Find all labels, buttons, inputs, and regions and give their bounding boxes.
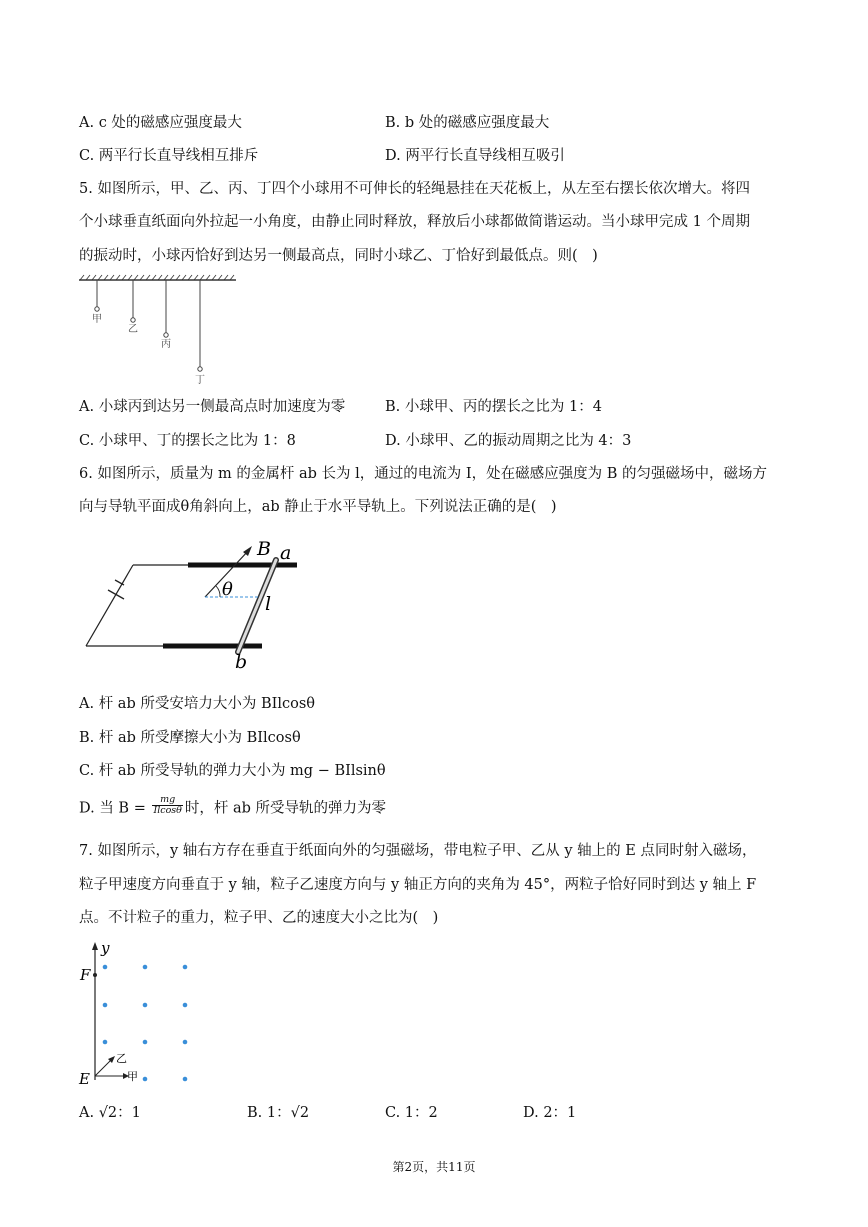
q5-stem-line1: 5. 如图所示，甲、乙、丙、丁四个小球用不可伸长的轻绳悬挂在天花板上，从左至右摆长依次增大。将四 bbox=[79, 181, 750, 197]
q5-label-ding: 丁 bbox=[195, 375, 205, 386]
q5-stem-line3: 的振动时，小球丙恰好到达另一侧最高点，同时小球乙、丁恰好到最低点。则( ) bbox=[79, 248, 598, 264]
q6-label-B: B bbox=[257, 538, 271, 560]
q7-stem-line1: 7. 如图所示，y 轴右方存在垂直于纸面向外的匀强磁场，带电粒子甲、乙从 y 轴上的 E 点同时射入磁场， bbox=[79, 843, 757, 859]
q7-stem-line2: 粒子甲速度方向垂直于 y 轴，粒子乙速度方向与 y 轴正方向的夹角为 45°，两粒子恰好同时到达 y 轴上 F bbox=[79, 877, 757, 893]
q6-option-a: A. 杆 ab 所受安培力大小为 BIlcosθ bbox=[79, 696, 315, 712]
q6-label-b: b bbox=[235, 651, 248, 673]
q5-option-b: B. 小球甲、丙的摆长之比为 1：4 bbox=[385, 399, 602, 415]
q5-option-a: A. 小球丙到达另一侧最高点时加速度为零 bbox=[79, 399, 346, 415]
q6-option-d-suffix: 时，杆 ab 所受导轨的弹力为零 bbox=[184, 800, 387, 817]
q7-option-b: B. 1：√2 bbox=[247, 1105, 310, 1121]
q4-option-a: A. c 处的磁感应强度最大 bbox=[79, 115, 242, 131]
q7-option-d: D. 2：1 bbox=[523, 1105, 577, 1121]
q4-option-c: C. 两平行长直导线相互排斥 bbox=[79, 148, 259, 164]
q7-label-yi: 乙 bbox=[116, 1052, 127, 1065]
q6-label-theta: θ bbox=[222, 579, 233, 600]
q7-label-E: E bbox=[79, 1070, 90, 1088]
q6-option-c: C. 杆 ab 所受导轨的弹力大小为 mg − BIlsinθ bbox=[79, 763, 386, 779]
q6-label-l: l bbox=[265, 593, 272, 615]
q7-label-jia: 甲 bbox=[127, 1070, 138, 1083]
q7-label-y: y bbox=[101, 939, 110, 957]
q5-label-bing: 丙 bbox=[161, 339, 171, 350]
q6-label-a: a bbox=[280, 542, 292, 564]
q6-option-d-prefix: D. 当 B = bbox=[79, 800, 146, 817]
q7-stem-line3: 点。不计粒子的重力，粒子甲、乙的速度大小之比为( ) bbox=[79, 910, 439, 926]
q7-option-a: A. √2：1 bbox=[79, 1105, 141, 1121]
q7-label-F: F bbox=[80, 966, 91, 984]
q6-option-b: B. 杆 ab 所受摩擦大小为 BIlcosθ bbox=[79, 730, 301, 746]
page-footer: 第2页，共11页 bbox=[392, 1160, 476, 1174]
q4-option-d: D. 两平行长直导线相互吸引 bbox=[385, 148, 565, 164]
q7-option-c: C. 1：2 bbox=[385, 1105, 438, 1121]
q6-fraction-num: mg bbox=[152, 795, 182, 806]
q5-option-c: C. 小球甲、丁的摆长之比为 1：8 bbox=[79, 433, 296, 449]
q6-stem-line1: 6. 如图所示，质量为 m 的金属杆 ab 长为 l，通过的电流为 I，处在磁感应强度为 B 的匀强磁场中，磁场方 bbox=[79, 466, 768, 482]
q4-option-b: B. b 处的磁感应强度最大 bbox=[385, 115, 550, 131]
q5-label-yi: 乙 bbox=[128, 324, 138, 335]
q5-label-jia: 甲 bbox=[92, 314, 102, 325]
q5-stem-line2: 个小球垂直纸面向外拉起一小角度，由静止同时释放，释放后小球都做简谐运动。当小球甲完成 1 个周期 bbox=[79, 214, 750, 230]
q6-stem-line2: 向与导轨平面成θ角斜向上，ab 静止于水平导轨上。下列说法正确的是( ) bbox=[79, 499, 557, 515]
q5-option-d: D. 小球甲、乙的振动周期之比为 4：3 bbox=[385, 433, 632, 449]
q6-fraction-den: Ilcosθ bbox=[153, 805, 182, 816]
